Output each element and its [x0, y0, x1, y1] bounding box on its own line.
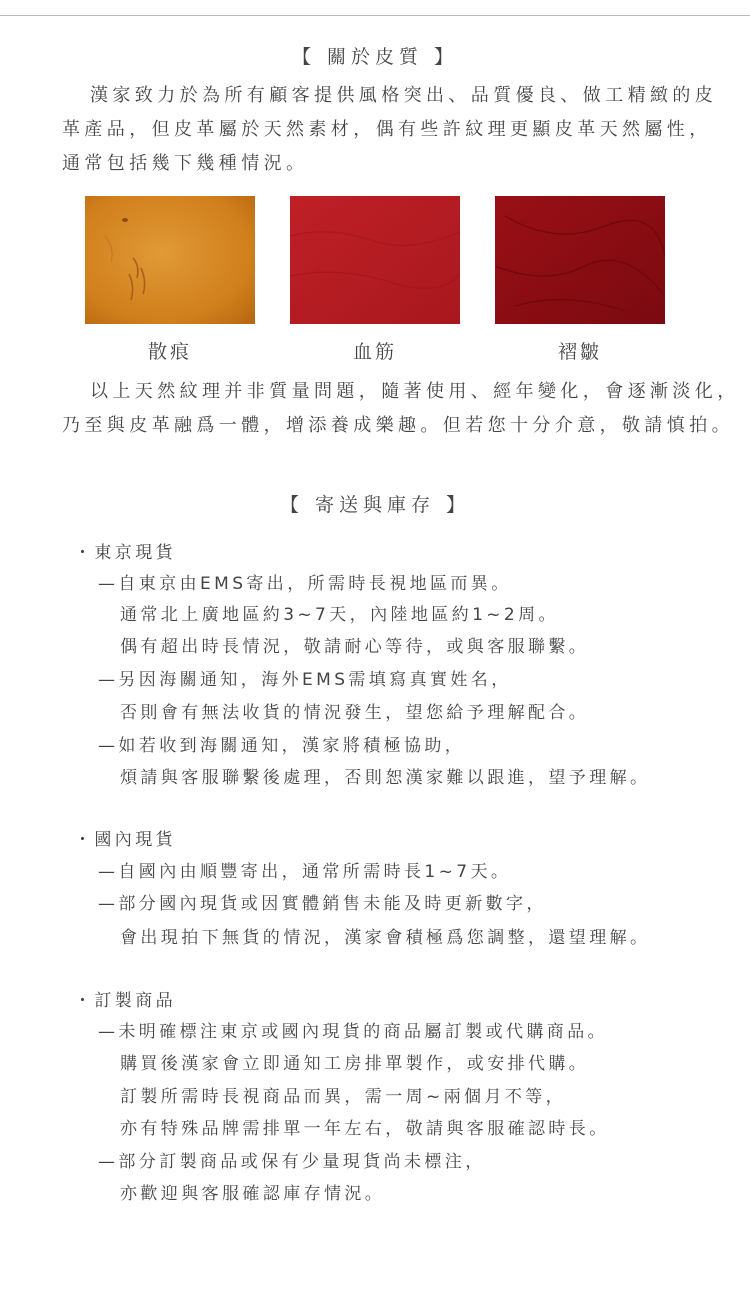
swatch-label-wrinkle: 褶皺 — [557, 341, 602, 363]
note-line: —部分國內現貨或因實體銷售未能及時更新數字， — [98, 894, 547, 914]
intro-line: 通常包括幾下幾種情況。 — [62, 153, 309, 174]
note-line: —自東京由EMS寄出，所需時長視地區而異。 — [98, 574, 512, 594]
note-line: 亦有特殊品牌需排單一年左右，敬請與客服確認時長。 — [120, 1119, 610, 1139]
section-heading-tokyo: ・東京現貨 — [74, 543, 176, 563]
note-line: 否則會有無法收貨的情況發生，望您給予理解配合。 — [120, 703, 590, 723]
note-line: —如若收到海關通知，漢家將積極協助， — [98, 736, 466, 756]
outro-line: 以上天然紋理并非質量問題，隨著使用、經年變化，會逐漸淡化， — [90, 381, 740, 402]
about-leather-title: 【 關於皮質 】 — [291, 46, 459, 68]
swatch-label-blood-vein: 血筋 — [352, 341, 397, 363]
note-line: —自國內由順豐寄出，通常所需時長1~7天。 — [98, 862, 512, 882]
note-line: —部分訂製商品或保有少量現貨尚未標注， — [98, 1152, 486, 1172]
swatch-label-scar: 散痕 — [147, 341, 192, 363]
note-line: 偶有超出時長情況，敬請耐心等待，或與客服聯繫。 — [120, 637, 590, 657]
about-outro — [62, 375, 740, 443]
top-divider — [0, 15, 750, 16]
note-line: 亦歡迎與客服確認庫存情況。 — [120, 1184, 386, 1204]
leather-blood-vein-image — [290, 196, 460, 324]
about-intro — [62, 79, 718, 181]
section-heading-custom: ・訂製商品 — [74, 991, 176, 1011]
leather-scar-image — [85, 196, 255, 324]
note-line: 會出現拍下無貨的情況，漢家會積極爲您調整，還望理解。 — [120, 928, 651, 948]
note-line: 通常北上廣地區約3~7天，內陸地區約1~2周。 — [120, 605, 559, 625]
leather-wrinkle-image — [495, 196, 665, 324]
outro-line: 乃至與皮革融爲一體，增添養成樂趣。但若您十分介意，敬請慎拍。 — [62, 415, 734, 436]
section-heading-domestic: ・國內現貨 — [74, 830, 176, 850]
note-line: —未明確標注東京或國內現貨的商品屬訂製或代購商品。 — [98, 1022, 608, 1042]
note-line: 購買後漢家會立即通知工房排單製作，或安排代購。 — [120, 1054, 590, 1074]
note-line: 煩請與客服聯繫後處理，否則恕漢家難以跟進，望予理解。 — [120, 768, 651, 788]
note-line: 訂製所需時長視商品而異，需一周~兩個月不等， — [120, 1087, 567, 1107]
intro-line: 革產品，但皮革屬於天然素材，偶有些許紋理更顯皮革天然屬性， — [62, 119, 712, 140]
intro-line: 漢家致力於為所有顧客提供風格突出、品質優良、做工精緻的皮 — [90, 85, 718, 106]
shipping-title: 【 寄送與庫存 】 — [279, 494, 471, 516]
note-line: —另因海關通知，海外EMS需填寫真實姓名， — [98, 670, 512, 690]
